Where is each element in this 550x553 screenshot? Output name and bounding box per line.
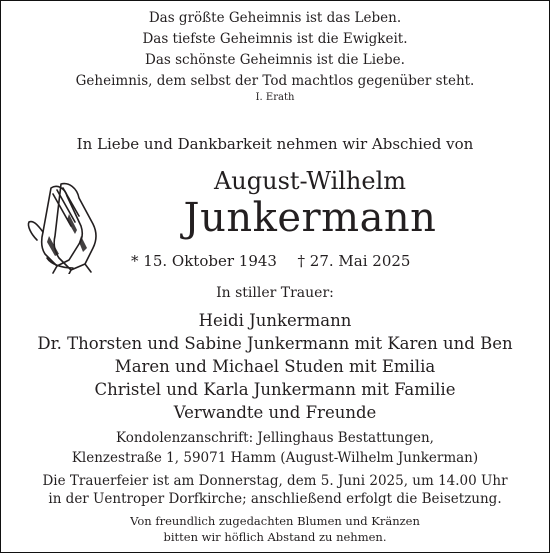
motto-line-4: Geheimnis, dem selbst der Tod machtlos gegenüber steht. <box>75 73 475 89</box>
motto-line-3: Das schönste Geheimnis ist die Liebe. <box>145 52 405 68</box>
mourner-line: Christel und Karla Junkermann mit Familie <box>94 380 456 399</box>
birth-date: * 15. Oktober 1943 <box>131 252 277 270</box>
condolence-address-line-1: Kondolenzanschrift: Jellinghaus Bestattungen, <box>116 430 434 446</box>
ceremony-line-1: Die Trauerfeier ist am Donnerstag, dem 5. Juni 2025, um 14.00 Uhr <box>42 473 508 489</box>
closing-line-1: Von freundlich zugedachten Blumen und Kränzen <box>130 514 420 528</box>
mourner-line: Dr. Thorsten und Sabine Junkermann mit Karen und Ben <box>37 334 513 353</box>
mourner-line: Heidi Junkermann <box>198 311 352 330</box>
closing-line-2: bitten wir höflich Abstand zu nehmen. <box>163 530 387 544</box>
mourner-line: Maren und Michael Studen mit Emilia <box>114 357 436 376</box>
motto-line-1: Das größte Geheimnis ist das Leben. <box>148 10 402 26</box>
death-date: † 27. Mai 2025 <box>297 252 411 270</box>
ceremony-line-2: in der Uentroper Dorfkirche; anschließend erfolgt die Beisetzung. <box>48 491 502 507</box>
deceased-surname: Junkermann <box>183 195 437 241</box>
deceased-first-name: August-Wilhelm <box>213 167 407 195</box>
mourner-line: Verwandte und Freunde <box>173 403 377 422</box>
condolence-address-line-2: Klenzestraße 1, 59071 Hamm (August-Wilhelm Junkerman) <box>71 450 479 466</box>
intro-text: In Liebe und Dankbarkeit nehmen wir Abschied von <box>76 135 474 153</box>
mourners-label: In stiller Trauer: <box>216 285 334 301</box>
motto-source: I. Erath <box>255 92 295 103</box>
motto-line-2: Das tiefste Geheimnis ist die Ewigkeit. <box>142 31 408 47</box>
